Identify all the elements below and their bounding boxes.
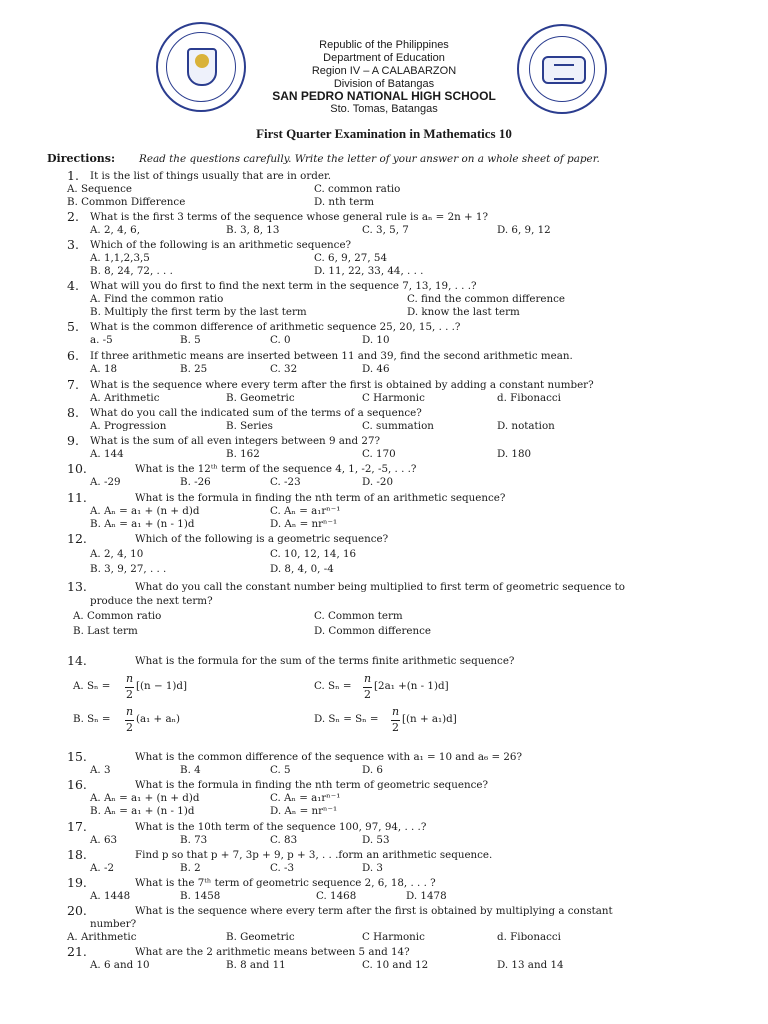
exam-title: First Quarter Examination in Mathematics 10 — [256, 126, 512, 141]
choice-c: C. 170 — [362, 448, 396, 460]
question-number: 16. — [67, 777, 87, 792]
choice-d: D. -20 — [362, 476, 394, 488]
choice-d: D. nth term — [314, 196, 375, 208]
choice-b: B. 8 and 11 — [226, 959, 286, 971]
question-number: 5. — [67, 319, 79, 334]
question-number: 1. — [67, 168, 79, 183]
choice-c: C Harmonic — [362, 392, 425, 404]
choice-a: A. Arithmetic — [67, 931, 137, 943]
choice-c: C. Common term — [314, 610, 403, 622]
choice-d: D. notation — [497, 420, 555, 432]
question-text: What do you call the indicated sum of the terms of a sequence? — [90, 407, 422, 419]
question-number: 12. — [67, 531, 87, 546]
choice-b: B. 1458 — [180, 890, 221, 902]
choice-b: B. Multiply the first term by the last term — [90, 306, 307, 318]
question-text: What is the sequence where every term after the first is obtained by adding a constant number? — [90, 379, 594, 391]
choice-d: D. 13 and 14 — [497, 959, 564, 971]
question-text: What is the common difference of arithmetic sequence 25, 20, 15, . . .? — [90, 321, 461, 333]
choice-a: A. Aₙ = a₁ + (n + d)d — [90, 792, 200, 804]
choice-b: B. 73 — [180, 834, 208, 846]
question-text: What is the common difference of the sequence with a₁ = 10 and a₆ = 26? — [135, 751, 522, 763]
question-number: 8. — [67, 405, 79, 420]
choice-a: A. -29 — [90, 476, 121, 488]
question-text: What is the sum of all even integers between 9 and 27? — [90, 435, 381, 447]
question-number: 21. — [67, 944, 87, 959]
choice-b: B. 3, 8, 13 — [226, 224, 280, 236]
choice-b: B. Geometric — [226, 931, 295, 943]
question-number: 4. — [67, 278, 79, 293]
header-line-4: Division of Batangas — [333, 78, 435, 90]
choice-a: A. Common ratio — [73, 610, 162, 622]
question-text: Find p so that p + 7, 3p + 9, p + 3, . . .form an arithmetic sequence. — [135, 849, 493, 861]
question-number: 18. — [67, 847, 87, 862]
choice-a: A. 144 — [90, 448, 124, 460]
choice-c: C. 10 and 12 — [362, 959, 429, 971]
choice-a: A. Aₙ = a₁ + (n + d)d — [90, 505, 200, 517]
question-text: What is the formula in finding the nth term of geometric sequence? — [135, 779, 488, 791]
choice-a-label: A. Sₙ = — [73, 680, 111, 692]
choice-d: D. Common difference — [314, 625, 431, 637]
formula-rest: [2a₁ +(n - 1)d] — [374, 680, 449, 692]
choice-d: D. 180 — [497, 448, 532, 460]
choice-c: C. Aₙ = a₁rⁿ⁻¹ — [270, 792, 341, 804]
question-number: 9. — [67, 433, 79, 448]
choice-c: C. 3, 5, 7 — [362, 224, 409, 236]
choice-d: D. 6, 9, 12 — [497, 224, 551, 236]
choice-b: B. Last term — [73, 625, 138, 637]
header-line-3: Region IV – A CALABARZON — [311, 65, 457, 77]
question-text: What is the formula in finding the nth term of an arithmetic sequence? — [135, 492, 506, 504]
question-text: If three arithmetic means are inserted between 11 and 39, find the second arithmetic mean. — [90, 350, 573, 362]
question-number: 2. — [67, 209, 79, 224]
choice-d: D. 46 — [362, 363, 390, 375]
choice-c: C. 32 — [270, 363, 298, 375]
choice-d: D. Aₙ = nrⁿ⁻¹ — [270, 518, 338, 530]
directions-label: Directions: — [47, 152, 116, 165]
fraction-denominator: 2 — [392, 721, 399, 734]
school-location: Sto. Tomas, Batangas — [330, 103, 438, 115]
choice-a: A. 6 and 10 — [90, 959, 150, 971]
choice-a: A. 3 — [90, 764, 111, 776]
choice-b: B. 162 — [226, 448, 260, 460]
question-number: 6. — [67, 348, 79, 363]
question-text: What is the formula for the sum of the terms finite arithmetic sequence? — [135, 655, 515, 667]
choice-a: A. 1448 — [90, 890, 131, 902]
choice-d: D. 53 — [362, 834, 390, 846]
choice-b: B. 3, 9, 27, . . . — [90, 563, 167, 575]
question-number: 20. — [67, 903, 87, 918]
formula-rest: [(n + a₁)d] — [402, 713, 457, 725]
fraction-denominator: 2 — [364, 688, 371, 701]
fraction-numerator: n — [364, 672, 372, 685]
question-text: Which of the following is a geometric sequence? — [135, 533, 389, 545]
choice-d: D. 10 — [362, 334, 390, 346]
choice-a: a. -5 — [90, 334, 113, 346]
choice-a: A. 1,1,2,3,5 — [90, 252, 150, 264]
fraction-denominator: 2 — [126, 721, 133, 734]
choice-c: C. common ratio — [314, 183, 401, 195]
choice-c: C. Aₙ = a₁rⁿ⁻¹ — [270, 505, 341, 517]
directions-text: Read the questions carefully. Write the letter of your answer on a whole sheet of paper. — [139, 153, 600, 165]
header-line-2: Department of Education — [323, 52, 445, 64]
question-text: Which of the following is an arithmetic sequence? — [90, 239, 352, 251]
choice-b: B. 8, 24, 72, . . . — [90, 265, 173, 277]
question-text-continued: number? — [90, 918, 137, 930]
question-number: 11. — [67, 490, 87, 505]
choice-d: D. 6 — [362, 764, 383, 776]
question-text: What are the 2 arithmetic means between 5 and 14? — [135, 946, 410, 958]
choice-a: A. 2, 4, 10 — [90, 548, 144, 560]
choice-a: A. Arithmetic — [90, 392, 160, 404]
question-text: It is the list of things usually that are in order. — [90, 170, 332, 182]
choice-a: A. Progression — [90, 420, 167, 432]
fraction-denominator: 2 — [126, 688, 133, 701]
choice-d: D. 3 — [362, 862, 383, 874]
choice-a: A. 63 — [90, 834, 118, 846]
choice-b: B. 25 — [180, 363, 208, 375]
formula-rest: [(n − 1)d] — [136, 680, 188, 692]
choice-d: D. 1478 — [406, 890, 447, 902]
choice-a: A. Find the common ratio — [90, 293, 224, 305]
question-text: What is the first 3 terms of the sequence whose general rule is aₙ = 2n + 1? — [90, 211, 489, 223]
choice-a: A. Sequence — [67, 183, 132, 195]
question-text: What is the 12ᵗʰ term of the sequence 4, 1, -2, -5, . . .? — [135, 463, 417, 475]
fraction-numerator: n — [126, 705, 134, 718]
choice-d: d. Fibonacci — [497, 931, 561, 943]
choice-d: D. Aₙ = nrⁿ⁻¹ — [270, 805, 338, 817]
choice-b: B. Aₙ = a₁ + (n - 1)d — [90, 518, 195, 530]
choice-d: d. Fibonacci — [497, 392, 561, 404]
choice-b: B. 2 — [180, 862, 201, 874]
choice-c-label: C. Sₙ = — [314, 680, 352, 692]
choice-b: B. Aₙ = a₁ + (n - 1)d — [90, 805, 195, 817]
question-number: 17. — [67, 819, 87, 834]
choice-b: B. -26 — [180, 476, 211, 488]
choice-b: B. Series — [226, 420, 273, 432]
header-line-1: Republic of the Philippines — [319, 39, 449, 51]
choice-c: C. 83 — [270, 834, 298, 846]
question-text: What is the sequence where every term after the first is obtained by multiplying a constant — [135, 905, 613, 917]
question-number: 10. — [67, 461, 87, 476]
fraction-numerator: n — [126, 672, 134, 685]
formula-rest: (a₁ + aₙ) — [136, 713, 181, 725]
choice-b: B. Geometric — [226, 392, 295, 404]
choice-c: C Harmonic — [362, 931, 425, 943]
question-number: 15. — [67, 749, 87, 764]
choice-c: C. -23 — [270, 476, 301, 488]
choice-c: C. 10, 12, 14, 16 — [270, 548, 357, 560]
choice-c: C. 5 — [270, 764, 291, 776]
choice-c: C. -3 — [270, 862, 295, 874]
question-number: 7. — [67, 377, 79, 392]
choice-c: C. summation — [362, 420, 434, 432]
choice-c: C. find the common difference — [407, 293, 565, 305]
choice-c: C. 0 — [270, 334, 291, 346]
fraction-numerator: n — [392, 705, 400, 718]
question-text: What will you do first to find the next term in the sequence 7, 13, 19, . . .? — [90, 280, 477, 292]
choice-c: C. 6, 9, 27, 54 — [314, 252, 388, 264]
question-text-continued: produce the next term? — [90, 595, 213, 607]
choice-b: B. Common Difference — [67, 196, 186, 208]
question-text: What is the 7ᵗʰ term of geometric sequence 2, 6, 18, . . . ? — [135, 877, 436, 889]
choice-a: A. 18 — [90, 363, 118, 375]
choice-d-label: D. Sₙ = Sₙ = — [314, 713, 379, 725]
question-number: 19. — [67, 875, 87, 890]
choice-d: D. know the last term — [407, 306, 520, 318]
choice-d: D. 11, 22, 33, 44, . . . — [314, 265, 424, 277]
question-text: What is the 10th term of the sequence 100, 97, 94, . . .? — [135, 821, 427, 833]
choice-a: A. 2, 4, 6, — [90, 224, 141, 236]
school-name: SAN PEDRO NATIONAL HIGH SCHOOL — [272, 89, 496, 103]
question-number: 13. — [67, 579, 87, 594]
choice-b: B. 4 — [180, 764, 201, 776]
choice-d: D. 8, 4, 0, -4 — [270, 563, 334, 575]
choice-a: A. -2 — [90, 862, 115, 874]
choice-c: C. 1468 — [316, 890, 357, 902]
question-number: 3. — [67, 237, 79, 252]
question-text: What do you call the constant number being multiplied to first term of geometric sequence to — [135, 581, 625, 593]
choice-b: B. 5 — [180, 334, 201, 346]
choice-b-label: B. Sₙ = — [73, 713, 111, 725]
question-number: 14. — [67, 653, 87, 668]
